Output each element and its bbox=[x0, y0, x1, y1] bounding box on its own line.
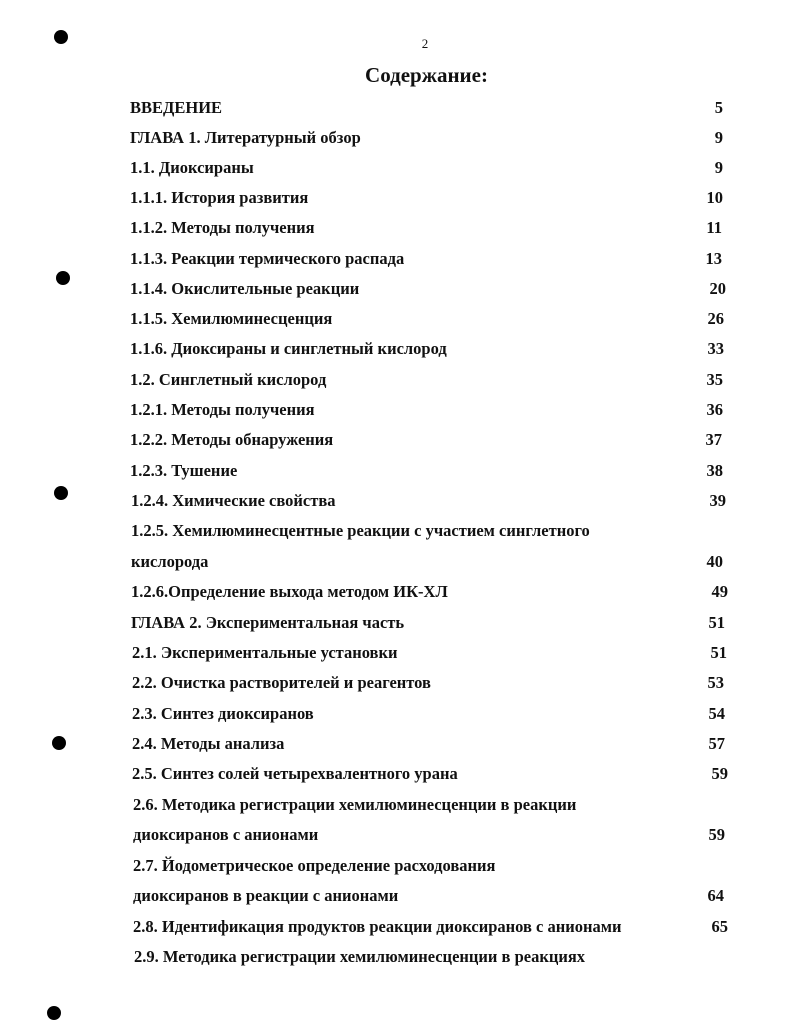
toc-entry-text: 2.7. Йодометрическое определение расходования bbox=[133, 856, 496, 875]
toc-entry-text: 1.1.5. Хемилюминесценция bbox=[130, 309, 333, 328]
toc-entry-text: 1.2.2. Методы обнаружения bbox=[130, 430, 334, 449]
toc-entry-page: 57 bbox=[708, 734, 725, 753]
toc-entry-page: 39 bbox=[709, 491, 726, 510]
toc-entry-text: ГЛАВА 1. Литературный обзор bbox=[130, 128, 361, 147]
toc-entry-text: 1.1.3. Реакции термического распада bbox=[130, 249, 405, 268]
toc-entry-page: 59 bbox=[708, 825, 725, 844]
toc-entry-page: 13 bbox=[705, 249, 722, 268]
toc-entry-text: 1.2.1. Методы получения bbox=[130, 400, 315, 419]
toc-entry-text: 2.3. Синтез диоксиранов bbox=[132, 704, 314, 723]
toc-entry-text: 2.9. Методика регистрации хемилюминесценции в реакциях bbox=[134, 947, 586, 966]
toc-entry-page: 20 bbox=[709, 279, 726, 298]
toc-entry-page: 54 bbox=[708, 704, 725, 723]
toc-entry-text: 1.1.6. Диоксираны и синглетный кислород bbox=[130, 339, 447, 358]
toc-entry-page: 11 bbox=[706, 218, 722, 237]
toc-entry-text: 1.2.5. Хемилюминесцентные реакции с участием синглетного bbox=[131, 521, 590, 540]
toc-entry-page: 10 bbox=[706, 188, 723, 207]
toc-entry-page: 40 bbox=[706, 552, 723, 571]
toc-entry-text: 2.8. Идентификация продуктов реакции диоксиранов с анионами bbox=[133, 917, 622, 936]
toc-entry-text: 1.2. Синглетный кислород bbox=[130, 370, 327, 389]
toc-entry-text: 2.4. Методы анализа bbox=[132, 734, 285, 753]
toc-entry-text: 1.1.4. Окислительные реакции bbox=[130, 279, 360, 298]
toc-entry-text: диоксиранов в реакции с анионами bbox=[133, 886, 399, 905]
toc-entry-text: 1.1. Диоксираны bbox=[130, 158, 254, 177]
toc-entry-page: 51 bbox=[710, 643, 727, 662]
toc-entry-page: 9 bbox=[714, 158, 723, 177]
toc-entry-page: 64 bbox=[707, 886, 724, 905]
toc-entry-page: 35 bbox=[706, 370, 723, 389]
toc-entry-text: 2.6. Методика регистрации хемилюминесценции в реакции bbox=[133, 795, 577, 814]
toc-entry-text: ГЛАВА 2. Экспериментальная часть bbox=[131, 613, 405, 632]
toc-entry-page: 33 bbox=[707, 339, 724, 358]
toc-entry-page: 38 bbox=[706, 461, 723, 480]
toc-entry-text: кислорода bbox=[131, 552, 209, 571]
toc-entry-text: 1.2.3. Тушение bbox=[130, 461, 238, 480]
toc-entry-page: 26 bbox=[707, 309, 724, 328]
toc-entry-text: 2.1. Экспериментальные установки bbox=[132, 643, 398, 662]
toc-entry-text: 1.2.6.Определение выхода методом ИК-ХЛ bbox=[131, 582, 448, 601]
toc-entry-page: 51 bbox=[708, 613, 725, 632]
toc-entry-text: 1.2.4. Химические свойства bbox=[131, 491, 336, 510]
toc-entry-text: 1.1.2. Методы получения bbox=[130, 218, 315, 237]
toc-title: Содержание: bbox=[365, 63, 488, 87]
toc-entry-page: 36 bbox=[706, 400, 723, 419]
toc-entry-text: диоксиранов с анионами bbox=[133, 825, 319, 844]
page-number: 2 bbox=[421, 36, 429, 51]
toc-entry-text: 2.5. Синтез солей четырехвалентного урана bbox=[132, 764, 458, 783]
toc-entry-text: ВВЕДЕНИЕ bbox=[130, 98, 223, 117]
toc-entry-page: 37 bbox=[705, 430, 722, 449]
toc-entry-page: 9 bbox=[714, 128, 723, 147]
toc-entry-page: 65 bbox=[711, 917, 728, 936]
toc-entry-page: 49 bbox=[711, 582, 728, 601]
toc-entry-page: 5 bbox=[714, 98, 723, 117]
toc-entry-page: 53 bbox=[707, 673, 724, 692]
toc-entry-text: 2.2. Очистка растворителей и реагентов bbox=[132, 673, 431, 692]
toc-entry-page: 59 bbox=[711, 764, 728, 783]
toc-entry-text: 1.1.1. История развития bbox=[130, 188, 309, 207]
